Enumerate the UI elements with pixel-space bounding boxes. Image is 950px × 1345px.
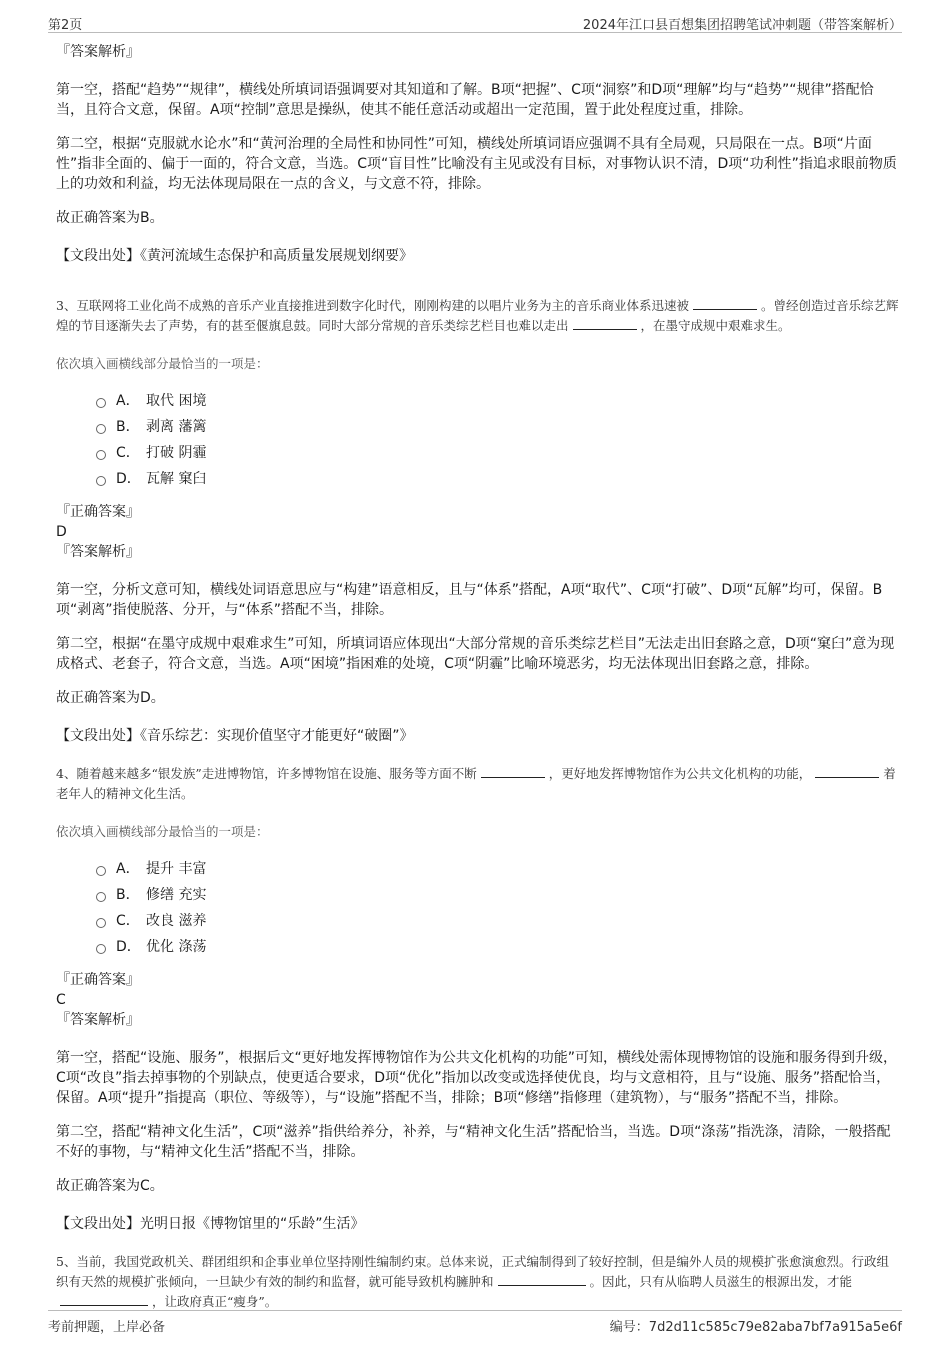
page-header [48, 10, 902, 33]
q2-analysis-label: 『答案解析』 [56, 44, 140, 60]
q4-blank-2 [815, 765, 879, 778]
q4-option-d[interactable]: D． 优化 涤荡 [96, 934, 900, 960]
page-footer [48, 1310, 902, 1335]
q4-option-c[interactable]: C． 改良 滋养 [96, 908, 900, 934]
q4-analysis-para2: 第二空，搭配“精神文化生活”，C项“滋养”指供给养分，补养，与“精神文化生活”搭配恰当，当选。D项“涤荡”指洗涤，清除，一般搭配不好的事物，与“精神文化生活”搭配不当，排除。 [56, 1124, 891, 1160]
q4-conclusion: 故正确答案为C。 [56, 1178, 164, 1194]
q3-blank-1 [693, 297, 757, 310]
q5-blank-2 [60, 1293, 148, 1306]
q3-conclusion: 故正确答案为D。 [56, 690, 165, 706]
q3-analysis-para1: 第一空，分析文意可知，横线处词语意思应与“构建”语意相反，且与“体系”搭配，A项“取代”、C项“打破”、D项“瓦解”均可，保留。B项“剥离”指使脱落、分开，与“体系”搭配不当，排除。 [56, 582, 883, 618]
q2-conclusion: 故正确答案为B。 [56, 210, 164, 226]
q4-correct-label: 『正确答案』 [56, 972, 140, 988]
q3-blank-2 [573, 317, 637, 330]
q3-analysis-label: 『答案解析』 [56, 544, 140, 560]
q3-stem: 3、互联网将工业化尚不成熟的音乐产业直接推进到数字化时代，刚刚构建的以唱片业务为主的音乐商业体系迅速被 。曾经创造过音乐综艺辉煌的节目逐渐失去了声势，有的甚至偃旗息鼓。同时大部分常规的音乐类综艺栏目也难以走出 ，在墨守成规中艰难求生。 [56, 298, 899, 333]
q2-source: 【文段出处】《黄河流域生态保护和高质量发展规划纲要》 [56, 248, 413, 264]
radio-icon[interactable] [96, 424, 106, 434]
q3-source: 【文段出处】《音乐综艺：实现价值坚守才能更好“破圈”》 [56, 728, 414, 744]
q2-analysis-para1: 第一空，搭配“趋势”“规律”，横线处所填词语强调要对其知道和了解。B项“把握”、C项“洞察”和D项“理解”均与“趋势”“规律”搭配恰当，且符合文意，保留。A项“控制”意思是操纵，使其不能任意活动或超出一定范围，置于此处程度过重，排除。 [56, 82, 874, 118]
q3-option-a[interactable]: A． 取代 困境 [96, 388, 900, 414]
radio-icon[interactable] [96, 866, 106, 876]
footer-code: 编号：7d2d11c585c79e82aba7bf7a915a5e6f [609, 1320, 902, 1335]
q4-blank-1 [481, 765, 545, 778]
footer-slogan: 考前押题，上岸必备 [48, 1320, 166, 1335]
q4-correct-answer: C [56, 992, 66, 1008]
document-title: 2024年江口县百想集团招聘笔试冲刺题（带答案解析） [582, 18, 902, 33]
q4-source: 【文段出处】光明日报《博物馆里的“乐龄”生活》 [56, 1216, 365, 1232]
radio-icon[interactable] [96, 892, 106, 902]
q3-analysis-para2: 第二空，根据“在墨守成规中艰难求生”可知，所填词语应体现出“大部分常规的音乐类综艺栏目”无法走出旧套路之意，D项“窠臼”意为现成格式、老套子，符合文意，当选。A项“困境”指困难的处境，C项“阴霾”比喻环境恶劣，均无法体现出旧套路之意，排除。 [56, 636, 895, 672]
radio-icon[interactable] [96, 450, 106, 460]
q4-option-a[interactable]: A． 提升 丰富 [96, 856, 900, 882]
q5-stem: 5、当前，我国党政机关、群团组织和企事业单位坚持刚性编制约束。总体来说，正式编制得到了较好控制，但是编外人员的规模扩张愈演愈烈。行政组织有天然的规模扩张倾向，一旦缺少有效的制约和监督，就可能导致机构臃肿和 。因此，只有从临聘人员滋生的根源出发，才能，让政府真正“瘦身”。 [56, 1254, 889, 1309]
radio-icon[interactable] [96, 918, 106, 928]
q2-analysis-para2: 第二空，根据“克服就水论水”和“黄河治理的全局性和协同性”可知，横线处所填词语应强调不具有全局观，只局限在一点。B项“片面性”指非全面的、偏于一面的，符合文意，当选。C项“盲目性”比喻没有主见或没有目标，对事物认识不清，D项“功利性”指追求眼前物质上的功效和利益，均无法体现局限在一点的含义，与文意不符，排除。 [56, 136, 897, 192]
radio-icon[interactable] [96, 398, 106, 408]
q4-instruction: 依次填入画横线部分最恰当的一项是： [56, 824, 269, 839]
radio-icon[interactable] [96, 944, 106, 954]
q4-options [96, 856, 900, 960]
q4-analysis-para1: 第一空，搭配“设施、服务”，根据后文“更好地发挥博物馆作为公共文化机构的功能”可知，横线处需体现博物馆的设施和服务得到升级，C项“改良”指去掉事物的个别缺点，使更适合要求，D项“优化”指加以改变或选择使优良，均与文意相符，且与“设施、服务”搭配恰当，保留。A项“提升”指提高（职位、等级等），与“设施”搭配不当，排除；B项“修缮”指修理（建筑物），与“服务”搭配不当，排除。 [56, 1050, 898, 1106]
q3-option-c[interactable]: C． 打破 阴霾 [96, 440, 900, 466]
q3-instruction: 依次填入画横线部分最恰当的一项是： [56, 356, 269, 371]
q3-options [96, 388, 900, 492]
page-number: 第2页 [48, 18, 83, 33]
q5-blank-1 [498, 1273, 586, 1286]
radio-icon[interactable] [96, 476, 106, 486]
q3-option-b[interactable]: B． 剥离 藩篱 [96, 414, 900, 440]
q4-analysis-label: 『答案解析』 [56, 1012, 140, 1028]
q4-stem: 4、随着越来越多“银发族”走进博物馆，许多博物馆在设施、服务等方面不断 ，更好地发挥博物馆作为公共文化机构的功能， 着老年人的精神文化生活。 [56, 766, 896, 801]
q4-option-b[interactable]: B． 修缮 充实 [96, 882, 900, 908]
document-content [56, 38, 900, 1312]
q3-correct-label: 『正确答案』 [56, 504, 140, 520]
q3-option-d[interactable]: D． 瓦解 窠臼 [96, 466, 900, 492]
q3-correct-answer: D [56, 524, 67, 540]
